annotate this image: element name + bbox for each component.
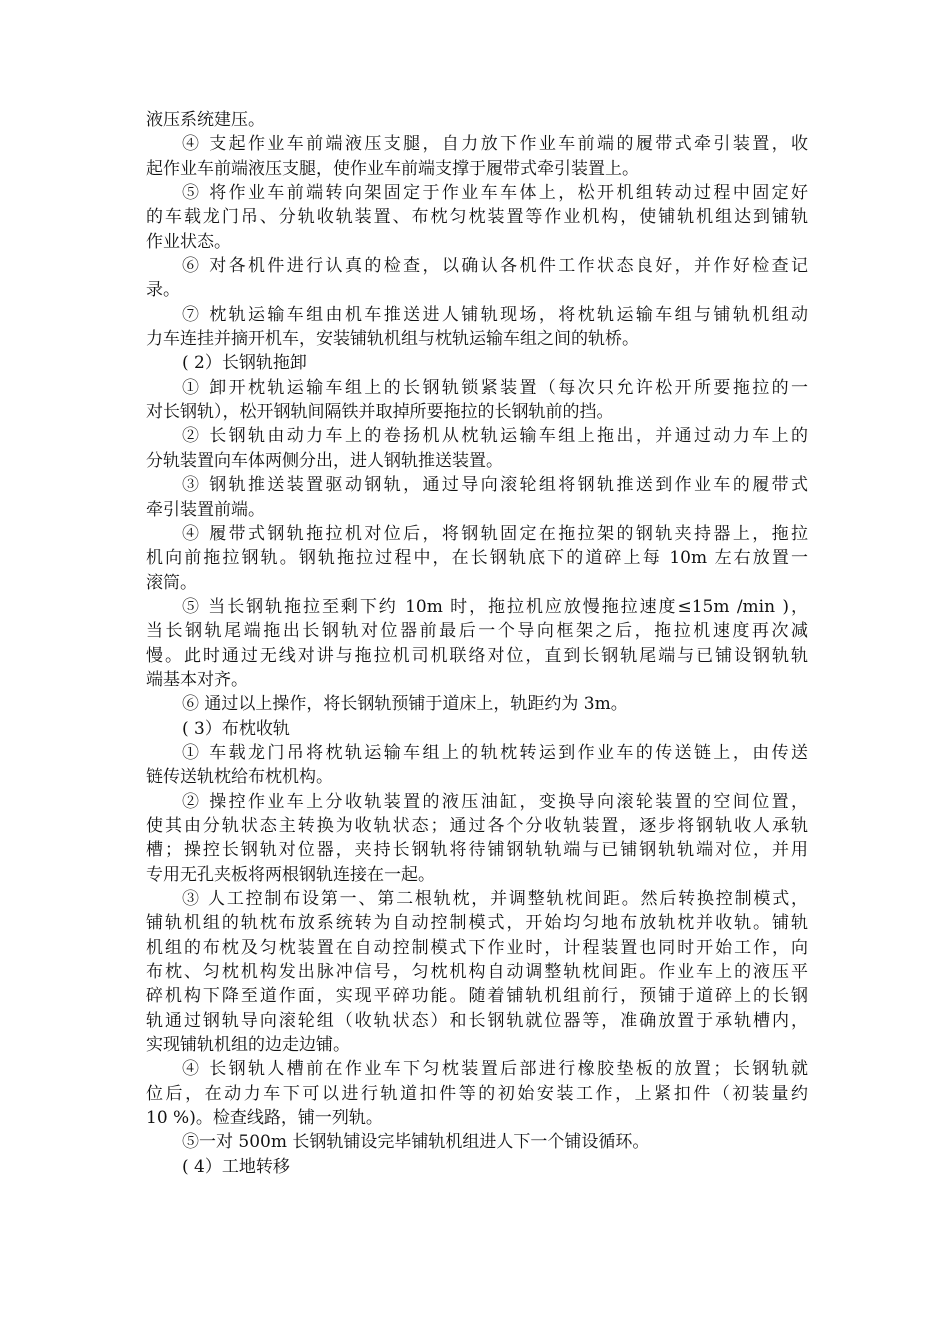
text-line: 实现铺轨机组的边走边铺。 (146, 1035, 350, 1056)
text-line: 力车连挂并摘开机车，安装铺轨机组与枕轨运输车组之间的轨桥。 (146, 329, 639, 350)
text-line: ⑦ 枕轨运输车组由机车推送进人铺轨现场，将枕轨运输车组与铺轨机组动 (182, 304, 808, 325)
text-line: ② 长钢轨由动力车上的卷扬机从枕轨运输车组上拖出，并通过动力车上的 (182, 426, 808, 447)
text-line: ⑤一对 500m 长钢轨铺设完毕铺轨机组进人下一个铺设循环。 (182, 1132, 650, 1153)
text-line: 当长钢轨尾端拖出长钢轨对位器前最后一个导向框架之后，拖拉机速度再次减 (146, 621, 808, 642)
text-line: 布枕、匀枕机构发出脉冲信号，匀枕机构自动调整轨枕间距。作业车上的液压平 (146, 962, 808, 983)
text-line: 对长钢轨），松开钢轨间隔铁并取掉所要拖拉的长钢轨前的挡。 (146, 402, 614, 423)
text-line: 端基本对齐。 (146, 669, 248, 690)
text-line: 起作业车前端液压支腿，使作业车前端支撑于履带式牵引装置上。 (146, 158, 639, 179)
text-line: 碎机构下降至道作面，实现平碎功能。随着铺轨机组前行，预铺于道碎上的长钢 (146, 986, 808, 1007)
text-line: 位后，在动力车下可以进行轨道扣件等的初始安装工作，上紧扣件（初装量约 (146, 1083, 808, 1104)
text-line: 分轨装置向车体两侧分出，进人钢轨推送装置。 (146, 450, 503, 471)
text-line: 录。 (146, 280, 180, 301)
text-line: 机向前拖拉钢轨。钢轨拖拉过程中，在长钢轨底下的道碎上每 10m 左右放置一 (146, 548, 808, 569)
text-line: 液压系统建压。 (146, 110, 265, 130)
text-line: 的车载龙门吊、分轨收轨装置、布枕匀枕装置等作业机构，使铺轨机组达到铺轨 (146, 207, 808, 228)
document-page (146, 108, 808, 1179)
text-line: ④ 履带式钢轨拖拉机对位后，将钢轨固定在拖拉架的钢轨夹持器上，拖拉 (182, 523, 808, 544)
text-line: 慢。此时通过无线对讲与拖拉机司机联络对位，直到长钢轨尾端与已铺设钢轨轨 (146, 645, 808, 666)
text-line: ( 4）工地转移 (182, 1156, 290, 1177)
text-line: ④ 长钢轨人槽前在作业车下匀枕装置后部进行橡胶垫板的放置；长钢轨就 (182, 1059, 808, 1080)
text-line: ④ 支起作业车前端液压支腿，自力放下作业车前端的履带式牵引装置，收 (182, 134, 808, 155)
text-line: 牵引装置前端。 (146, 499, 265, 520)
text-line: ( 2）长钢轨拖卸 (182, 353, 307, 374)
text-line: ③ 人工控制布设第一、第二根轨枕，并调整轨枕间距。然后转换控制模式， (182, 889, 808, 909)
text-line: ⑥ 通过以上操作，将长钢轨预铺于道床上，轨距约为 3m。 (182, 694, 628, 715)
text-line: 滚筒。 (146, 572, 197, 593)
text-line: 铺轨机组的轨枕布放系统转为自动控制模式，开始均匀地布放轨枕并收轨。铺轨 (146, 913, 808, 934)
text-line: ( 3）布枕收轨 (182, 718, 290, 739)
text-line: ⑥ 对各机件进行认真的检查，以确认各机件工作状态良好，并作好检查记 (182, 256, 808, 277)
text-line: 机组的布枕及匀枕装置在自动控制模式下作业时，计程装置也同时开始工作，向 (146, 937, 808, 958)
text-line: ① 车载龙门吊将枕轨运输车组上的轨枕转运到作业车的传送链上，由传送 (182, 742, 808, 763)
text-line: ② 操控作业车上分收轨装置的液压油缸，变换导向滚轮装置的空间位置， (182, 791, 808, 812)
text-line: ⑤ 将作业车前端转向架固定于作业车车体上，松开机组转动过程中固定好 (182, 183, 808, 204)
text-line: ⑤ 当长钢轨拖拉至剩下约 10m 时，拖拉机应放慢拖拉速度≤15m /min )， (182, 596, 808, 617)
text-line: ③ 钢轨推送装置驱动钢轨，通过导向滚轮组将钢轨推送到作业车的履带式 (182, 475, 808, 496)
text-line: ① 卸开枕轨运输车组上的长钢轨锁紧装置（每次只允许松开所要拖拉的一 (182, 377, 808, 398)
text-line: 轨通过钢轨导向滚轮组（收轨状态）和长钢轨就位器等，准确放置于承轨槽内， (146, 1010, 808, 1031)
text-line: 链传送轨枕给布枕机构。 (146, 767, 333, 788)
text-line: 10 %)。检查线路，铺一列轨。 (146, 1108, 383, 1129)
text-line: 专用无孔夹板将两根钢轨连接在一起。 (146, 864, 435, 885)
text-line: 作业状态。 (146, 231, 231, 252)
text-line: 使其由分轨状态主转换为收轨状态；通过各个分收轨装置，逐步将钢轨收人承轨 (146, 815, 808, 836)
text-line: 槽；操控长钢轨对位器，夹持长钢轨将待铺钢轨轨端与已铺钢轨轨端对位，并用 (146, 840, 808, 861)
